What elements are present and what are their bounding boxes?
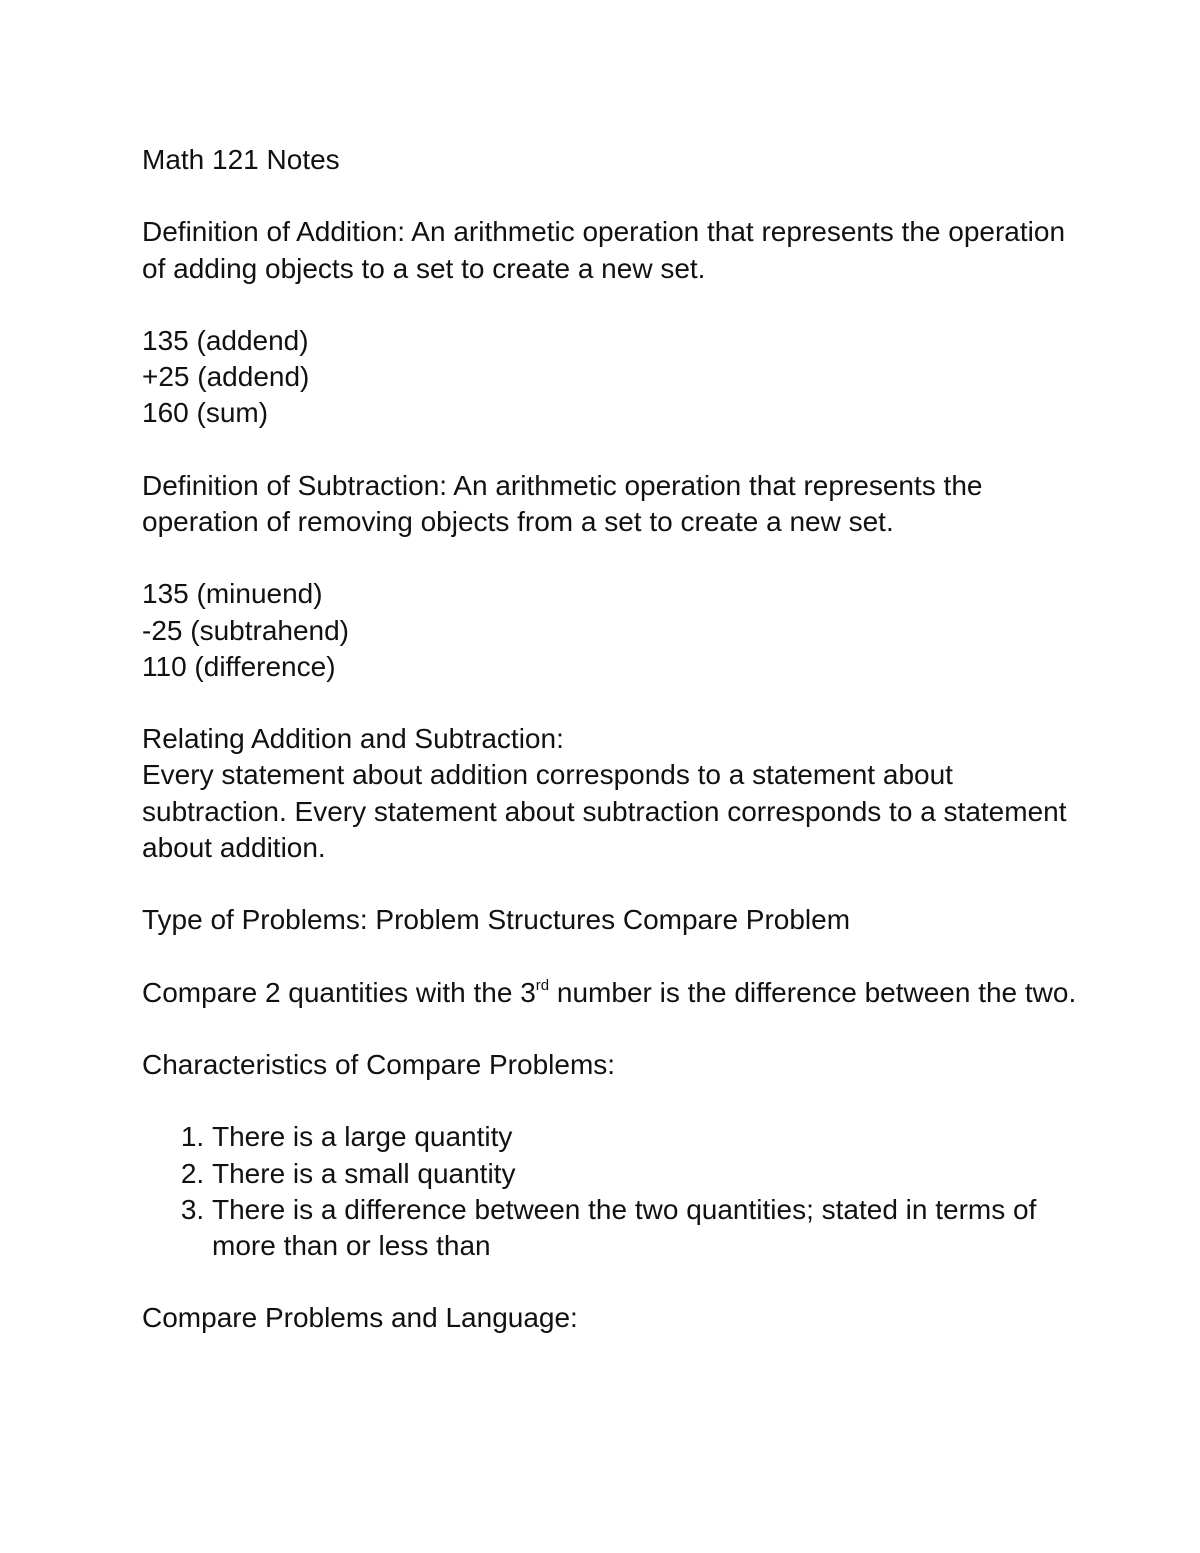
spacer xyxy=(142,685,1092,721)
spacer xyxy=(142,938,1092,974)
compare-text-end: number is the difference between the two. xyxy=(549,976,1077,1008)
spacer xyxy=(142,178,1092,214)
spacer xyxy=(142,540,1092,576)
spacer xyxy=(142,432,1092,468)
list-item: 1. There is a large quantity xyxy=(212,1119,1092,1155)
spacer xyxy=(142,287,1092,323)
list-item: 2. There is a small quantity xyxy=(212,1156,1092,1192)
compare-description xyxy=(142,975,1092,1011)
problem-types: Type of Problems: Problem Structures Compare Problem xyxy=(142,904,851,936)
spacer xyxy=(142,866,1092,902)
language-heading: Compare Problems and Language: xyxy=(142,1302,578,1334)
document-body xyxy=(142,142,1092,1337)
addition-example-line: 135 (addend) xyxy=(142,324,309,356)
characteristics-list xyxy=(142,1119,1092,1264)
addition-example-line: 160 (sum) xyxy=(142,397,269,429)
relating-text: Every statement about addition corresponds to a statement about subtraction. Every statement about subtraction corresponds to a statement about addition. xyxy=(142,759,1067,863)
subtraction-example-line: 110 (difference) xyxy=(142,650,336,682)
subtraction-example-line: -25 (subtrahend) xyxy=(142,614,350,646)
spacer xyxy=(142,1264,1092,1300)
spacer xyxy=(142,1011,1092,1047)
ordinal-superscript: rd xyxy=(535,976,550,994)
page-title: Math 121 Notes xyxy=(142,144,340,175)
compare-text-start: Compare 2 quantities with the 3 xyxy=(142,976,536,1008)
addition-example-line: +25 (addend) xyxy=(142,361,310,393)
subtraction-definition: Definition of Subtraction: An arithmetic operation that represents the operation of removing objects from a set to create a new set. xyxy=(142,469,983,537)
relating-heading: Relating Addition and Subtraction: xyxy=(142,723,564,755)
characteristics-heading: Characteristics of Compare Problems: xyxy=(142,1048,616,1080)
list-item: 3. There is a difference between the two quantities; stated in terms of more than or less than xyxy=(212,1192,1092,1264)
spacer xyxy=(142,1083,1092,1119)
subtraction-example-line: 135 (minuend) xyxy=(142,578,323,610)
addition-definition: Definition of Addition: An arithmetic operation that represents the operation of adding objects to a set to create a new set. xyxy=(142,216,1066,284)
